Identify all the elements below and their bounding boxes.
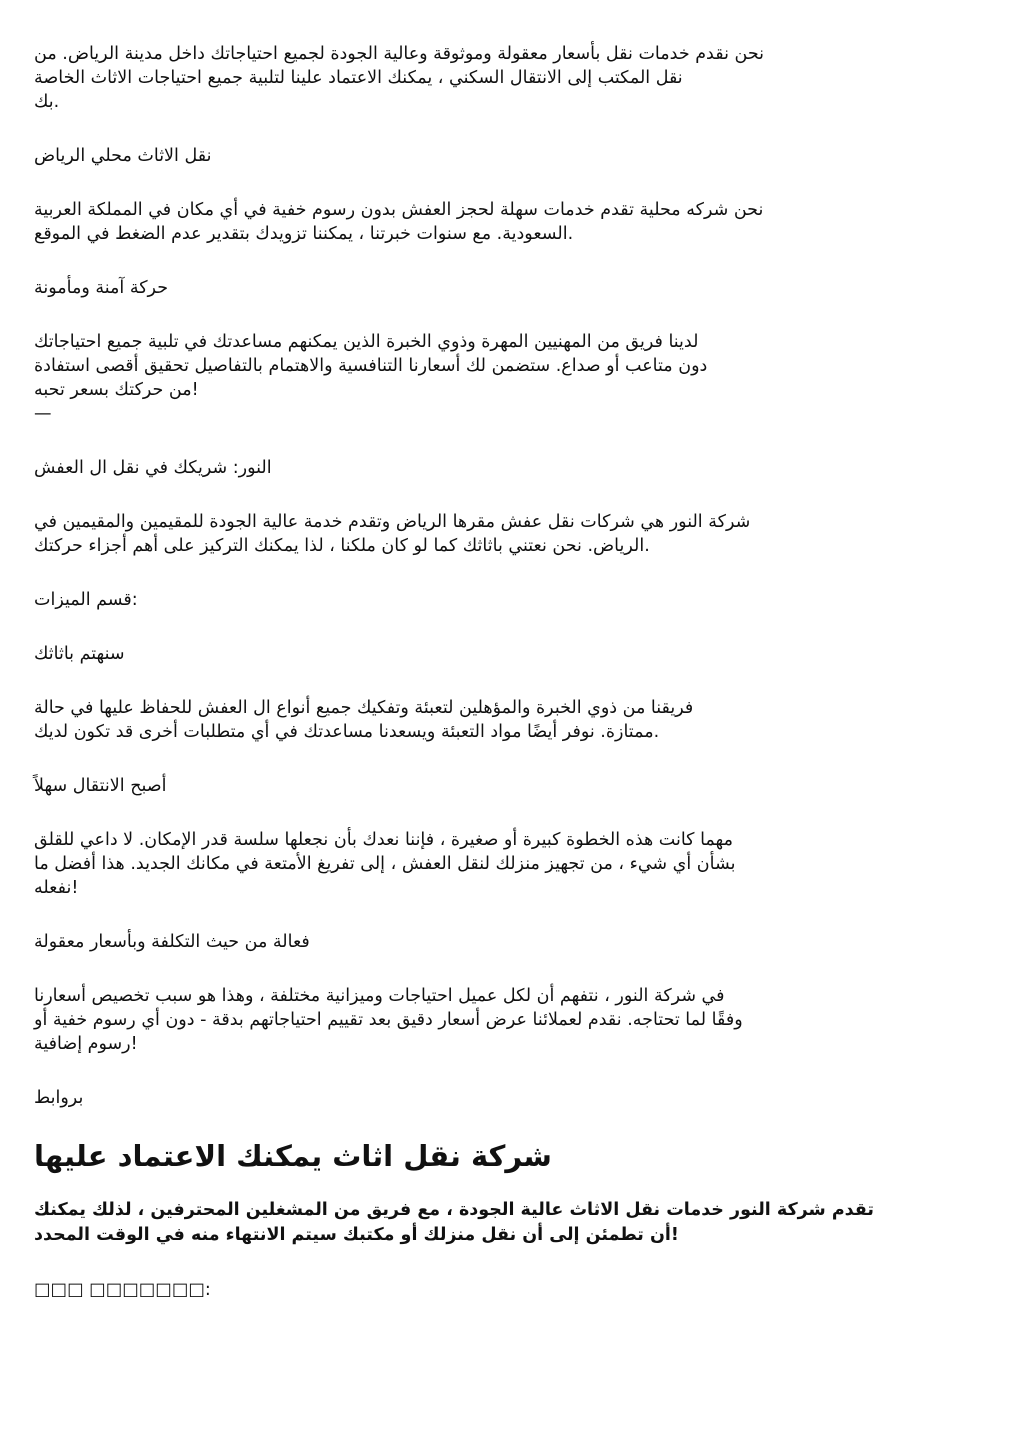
alnoor-company-paragraph: شركة النور هي شركات نقل عفش مقرها الرياض وتقدم خدمة عالية الجودة للمقيمين والمقيمين في الرياض. نحن نعتني باثاثك كما لو كان ملكنا ، لذا يمكنك التركيز على أهم أجزاء حركتك.	[34, 512, 751, 556]
section-title-safe-move: حركة آمنة ومأمونة	[34, 278, 169, 298]
team-paragraph: لدينا فريق من المهنيين المهرة وذوي الخبرة الذين يمكنهم مساعدتك في تلبية جميع احتياجاتك دون متاعب أو صداع. ستضمن لك أسعارنا التنافسية والاهتمام بالتفاصيل تحقيق أقصى استفادة من حركتك بسعر تحبه!	[34, 332, 708, 400]
smooth-move-paragraph: مهما كانت هذه الخطوة كبيرة أو صغيرة ، فإننا نعدك بأن نجعلها سلسة قدر الإمكان. لا داعي للقلق بشأن أي شيء ، من تجهيز منزلك لنقل العفش ، إلى تفريغ الأمتعة في مكانك الجديد. هذا أفضل ما نفعله!	[34, 830, 736, 898]
section-title-care-furniture: سنهتم باثاثك	[34, 644, 125, 664]
section-title-alnoor-partner: النور: شريكك في نقل ال العفش	[34, 458, 272, 478]
local-company-paragraph: نحن شركه محلية تقدم خدمات سهلة لحجز العفش بدون رسوم خفية في أي مكان في المملكة العربية السعودية. مع سنوات خبرتنا ، يمكننا تزويدك بتقدير عدم الضغط في الموقع.	[34, 200, 764, 244]
dash-divider: —	[34, 404, 52, 424]
section-title-easy-move: أصبح الانتقال سهلاً	[34, 776, 167, 796]
links-label: بروابط	[34, 1088, 84, 1108]
section-title-cost-effective: فعالة من حيث التكلفة وبأسعار معقولة	[34, 932, 310, 952]
main-heading: شركة نقل اثاث يمكنك الاعتماد عليها	[34, 1139, 552, 1173]
pricing-paragraph: في شركة النور ، نتفهم أن لكل عميل احتياجات وميزانية مختلفة ، وهذا هو سبب تخصيص أسعارنا وفقًا لما تحتاجه. نقدم لعملائنا عرض أسعار دقيق بعد تقييم احتياجاتهم بدقة - دون أي رسوم خفية أو رسوم إضافية!	[34, 986, 743, 1054]
features-section-label: قسم الميزات:	[34, 590, 138, 610]
packing-team-paragraph: فريقنا من ذوي الخبرة والمؤهلين لتعبئة وتفكيك جميع أنواع ال العفش للحفاظ عليها في حالة ممتازة. نوفر أيضًا مواد التعبئة ويسعدنا مساعدتك في أي متطلبات أخرى قد تكون لديك.	[34, 698, 694, 742]
intro-paragraph: نحن نقدم خدمات نقل بأسعار معقولة وموثوقة وعالية الجودة لجميع احتياجاتك داخل مدينة الرياض. من نقل المكتب إلى الانتقال السكني ، يمكنك الاعتماد علينا لتلبية جميع احتياجات الاثاث الخاصة بك.	[34, 44, 764, 112]
section-title-local-moving: نقل الاثاث محلي الرياض	[34, 146, 212, 166]
bold-intro-paragraph: تقدم شركة النور خدمات نقل الاثاث عالية الجودة ، مع فريق من المشغلين المحترفين ، لذلك يمكنك أن تطمئن إلى أن نقل منزلك أو مكتبك سيتم الانتهاء منه في الوقت المحدد!	[34, 1200, 874, 1245]
trailing-placeholder-line: □□□ □□□□□□□:	[34, 1280, 211, 1300]
